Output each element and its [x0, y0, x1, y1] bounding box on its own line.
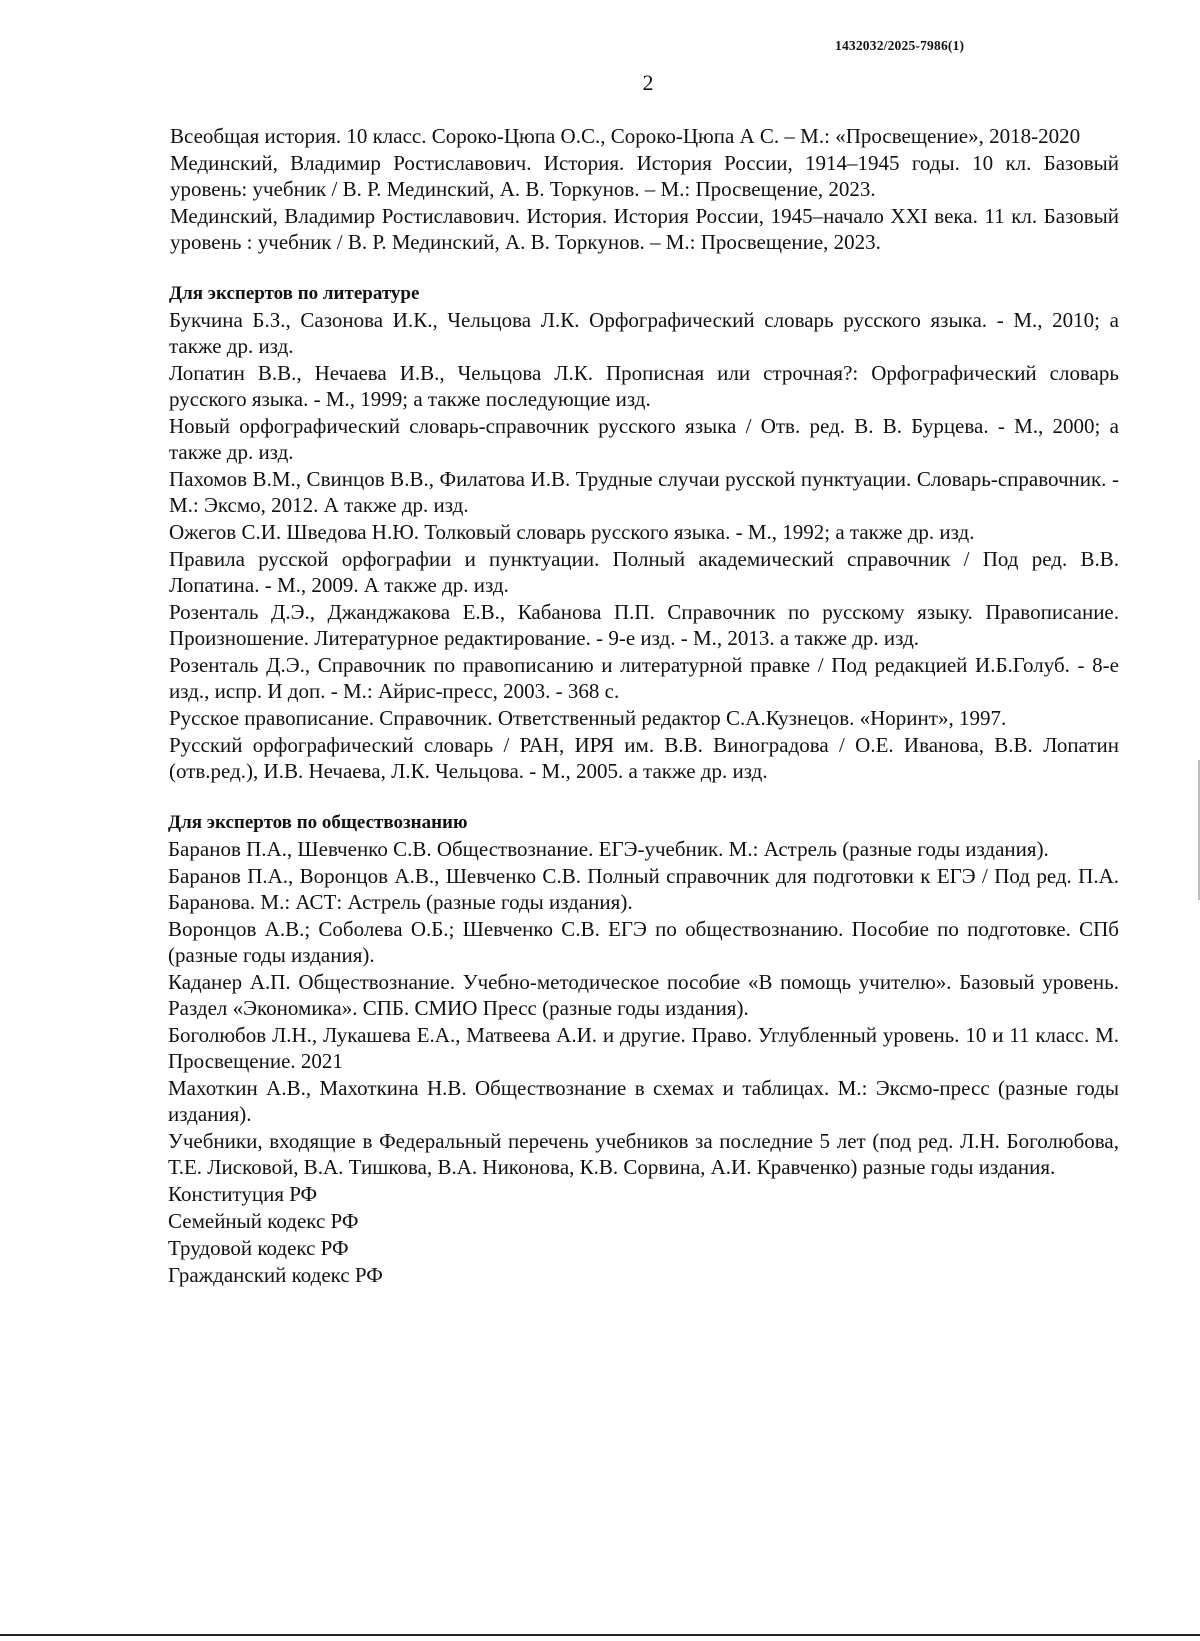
reference-entry: Боголюбов Л.Н., Лукашева Е.А., Матвеева А.И. и другие. Право. Углубленный уровень. 10 и 11 класс. М. Просвещение. 2021 — [168, 1023, 1119, 1073]
reference-entry: Лопатин В.В., Нечаева И.В., Чельцова Л.К. Прописная или строчная?: Орфографический словарь русского языка. - М., 1999; а также последующие изд. — [169, 361, 1119, 411]
reference-entry: Махоткин А.В., Махоткина Н.В. Обществознание в схемах и таблицах. М.: Эксмо-пресс (разные годы издания). — [168, 1076, 1119, 1126]
reference-entry: Пахомов В.М., Свинцов В.В., Филатова И.В. Трудные случаи русской пунктуации. Словарь-справочник. - М.: Эксмо, 2012. А также др. изд. — [169, 467, 1119, 517]
reference-entry: Семейный кодекс РФ — [168, 1209, 359, 1233]
reference-entry: Баранов П.А., Шевченко С.В. Обществознание. ЕГЭ-учебник. М.: Астрель (разные годы издания). — [168, 837, 1049, 861]
reference-entry: Русское правописание. Справочник. Ответственный редактор С.А.Кузнецов. «Норинт», 1997. — [169, 706, 1007, 730]
scan-border-line — [0, 1634, 1200, 1636]
reference-entry: Русский орфографический словарь / РАН, ИРЯ им. В.В. Виноградова / О.Е. Иванова, В.В. Лопатин (отв.ред.), И.В. Нечаева, Л.К. Чельцова. - М., 2005. а также др. изд. — [169, 733, 1119, 783]
reference-entry: Баранов П.А., Воронцов А.В., Шевченко С.В. Полный справочник для подготовки к ЕГЭ / Под ред. П.А. Баранова. М.: АСТ: Астрель (разные годы издания). — [168, 864, 1119, 914]
reference-entry: Розенталь Д.Э., Джанджакова Е.В., Кабанова П.П. Справочник по русскому языку. Правописание. Произношение. Литературное редактирование. - 9-е изд. - М., 2013. а также др. изд. — [169, 600, 1119, 650]
reference-entry: Воронцов А.В.; Соболева О.Б.; Шевченко С.В. ЕГЭ по обществознанию. Пособие по подготовке. СПб (разные годы издания). — [168, 917, 1119, 967]
reference-entry: Трудовой кодекс РФ — [168, 1236, 349, 1260]
history-references — [170, 123, 1119, 255]
social-studies-section-heading: Для экспертов по обществознанию — [168, 812, 468, 833]
reference-entry: Ожегов С.И. Шведова Н.Ю. Толковый словарь русского языка. - М., 1992; а также др. изд. — [169, 520, 975, 544]
reference-entry: Розенталь Д.Э., Справочник по правописанию и литературной правке / Под редакцией И.Б.Голуб. - 8-е изд., испр. И доп. - М.: Айрис-пресс, 2003. - 368 с. — [169, 653, 1119, 703]
reference-entry: Букчина Б.З., Сазонова И.К., Чельцова Л.К. Орфографический словарь русского языка. - М., 2010; а также др. изд. — [169, 308, 1119, 358]
document-registration-number: 1432032/2025-7986(1) — [835, 38, 965, 53]
page-number: 2 — [642, 70, 654, 95]
literature-section — [169, 281, 1119, 784]
reference-entry: Всеобщая история. 10 класс. Сороко-Цюпа О.С., Сороко-Цюпа А С. – М.: «Просвещение», 2018-2020 — [170, 124, 1081, 148]
reference-entry: Мединский, Владимир Ростиславович. История. История России, 1945–начало XXI века. 11 кл. Базовый уровень : учебник / В. Р. Мединский, А. В. Торкунов. – М.: Просвещение, 2023. — [170, 204, 1119, 254]
reference-entry: Правила русской орфографии и пунктуации. Полный академический справочник / Под ред. В.В. Лопатина. - М., 2009. А также др. изд. — [169, 547, 1119, 597]
reference-entry: Гражданский кодекс РФ — [168, 1263, 383, 1287]
literature-section-heading: Для экспертов по литературе — [169, 283, 420, 304]
reference-entry: Учебники, входящие в Федеральный перечень учебников за последние 5 лет (под ред. Л.Н. Боголюбова, Т.Е. Лисковой, В.А. Тишкова, В.А. Никонова, К.В. Сорвина, А.И. Кравченко) разные годы издания. — [168, 1129, 1119, 1179]
reference-entry: Новый орфографический словарь-справочник русского языка / Отв. ред. В. В. Бурцева. - М., 2000; а также др. изд. — [169, 414, 1119, 464]
bibliography-content — [170, 123, 1119, 1289]
reference-entry: Мединский, Владимир Ростиславович. История. История России, 1914–1945 годы. 10 кл. Базовый уровень: учебник / В. Р. Мединский, А. В. Торкунов. – М.: Просвещение, 2023. — [170, 151, 1119, 201]
reference-entry: Конституция РФ — [168, 1182, 318, 1206]
reference-entry: Каданер А.П. Обществознание. Учебно-методическое пособие «В помощь учителю». Базовый уровень. Раздел «Экономика». СПБ. СМИО Пресс (разные годы издания). — [168, 970, 1119, 1020]
social-studies-section — [168, 810, 1119, 1288]
